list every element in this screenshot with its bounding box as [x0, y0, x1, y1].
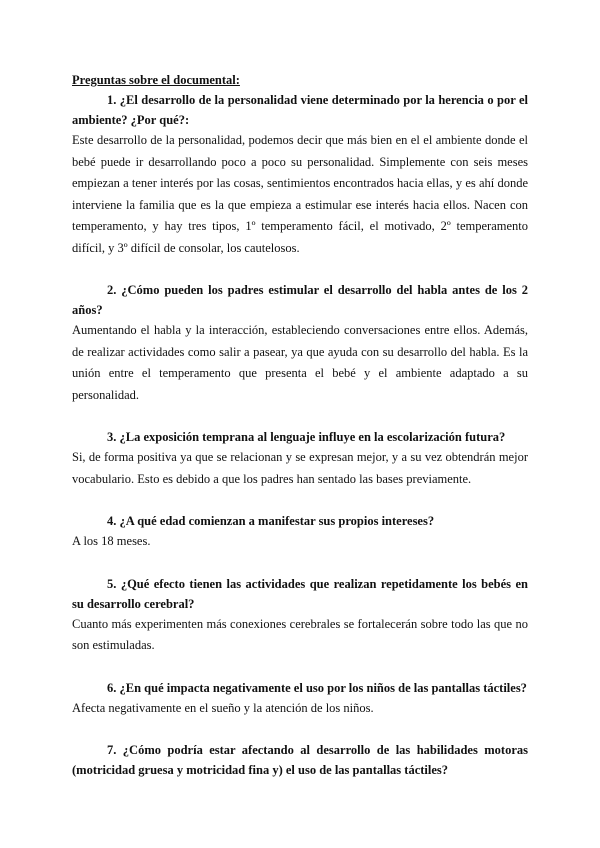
- question-5: 5. ¿Qué efecto tienen las actividades que realizan repetidamente los bebés en su desarrollo cerebral?: [72, 576, 528, 611]
- question-4: 4. ¿A qué edad comienzan a manifestar sus propios intereses?: [107, 514, 435, 528]
- question-1: 1. ¿El desarrollo de la personalidad viene determinado por la herencia o por el ambiente? ¿Por qué?:: [72, 93, 528, 127]
- question-block-5: [72, 574, 528, 657]
- question-6: 6. ¿En qué impacta negativamente el uso por los niños de las pantallas táctiles?: [107, 680, 527, 695]
- answer-4: A los 18 meses.: [72, 534, 151, 548]
- question-block-3: [72, 427, 528, 490]
- answer-1: Este desarrollo de la personalidad, podemos decir que más bien en el el ambiente donde el bebé puede ir desarrollando poco a poco su personalidad. Simplemente con seis meses empiezan a tener interés por las cosas, sentimientos encontrados hacia ellas, y es ahí donde interviene la familia que es la que empieza a estimular ese interés hacia ellos. Nacen con temperamento, y hay tres tipos, 1º temperamento fácil, el motivado, 2º temperamento difícil, y 3º difícil de consolar, los cautelosos.: [72, 133, 528, 255]
- question-2: 2. ¿Cómo pueden los padres estimular el desarrollo del habla antes de los 2 años?: [72, 283, 528, 317]
- question-7: 7. ¿Cómo podría estar afectando al desarrollo de las habilidades motoras (motricidad gruesa y motricidad fina y) el uso de las pantallas táctiles?: [72, 743, 528, 777]
- question-block-1: [72, 90, 528, 259]
- answer-2: Aumentando el habla y la interacción, estableciendo conversaciones entre ellos. Además, de realizar actividades como salir a pasear, ya que ayuda con su desarrollo del habla. Es la unión entre el temperamento que presenta el bebé y el ambiente adaptado a su personalidad.: [72, 323, 528, 402]
- document-page: [72, 70, 528, 780]
- answer-3: Si, de forma positiva ya que se relacionan y se expresan mejor, y a su vez obtendrán mejor vocabulario. Esto es debido a que los padres han sentado las bases previamente.: [72, 450, 528, 486]
- question-block-2: [72, 280, 528, 406]
- question-block-4: [72, 511, 528, 553]
- answer-6: Afecta negativamente en el sueño y la atención de los niños.: [72, 700, 374, 715]
- question-3: 3. ¿La exposición temprana al lenguaje influye en la escolarización futura?: [107, 430, 506, 444]
- question-block-6: [72, 678, 528, 720]
- question-block-7: [72, 740, 528, 780]
- answer-5: Cuanto más experimenten más conexiones cerebrales se fortalecerán sobre todo las que no son estimuladas.: [72, 616, 528, 652]
- document-title: Preguntas sobre el documental:: [72, 73, 240, 87]
